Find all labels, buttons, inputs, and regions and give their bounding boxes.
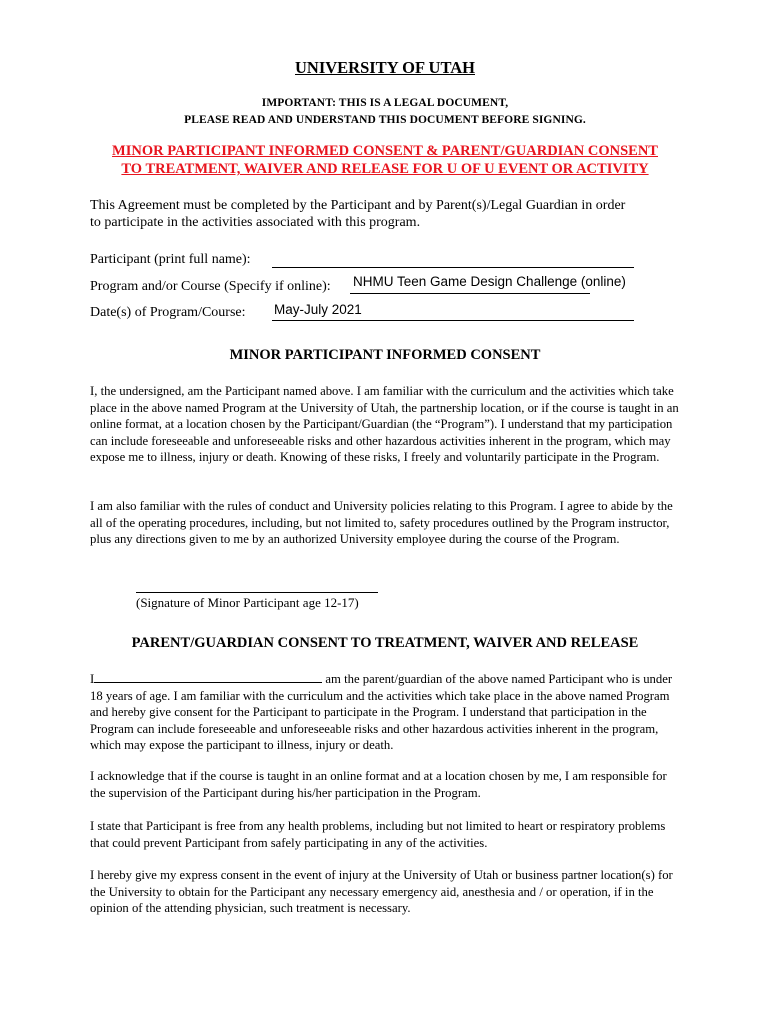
minor-consent-paragraph-2: I am also familiar with the rules of conduct and University policies relating to this Program. I agree to abide by the all of the operating procedures, including, but not limited to, safety procedures outlined by the Program instructor, plus any directions given to me by an authorized University employee during the course of the Program. [90, 499, 673, 546]
guardian-consent-paragraph-2: I acknowledge that if the course is taught in an online format and at a location chosen by me, I am responsible for the supervision of the Participant during his/her participation in the Program. [90, 769, 667, 800]
dates-label: Date(s) of Program/Course: [90, 305, 246, 320]
guardian-paragraph-prefix: I [90, 672, 95, 686]
consent-title-line2: TO TREATMENT, WAIVER AND RELEASE FOR U OF U EVENT OR ACTIVITY [121, 161, 649, 177]
participant-name-label: Participant (print full name): [90, 252, 251, 267]
guardian-consent-paragraph-4: I hereby give my express consent in the event of injury at the University of Utah or business partner location(s) for the University to obtain for the Participant any necessary emergency aid, anesthesia and / or operation, if in the opinion of the attending physician, such treatment is necessary. [90, 868, 673, 915]
program-field[interactable] [350, 293, 590, 294]
important-notice-line2: PLEASE READ AND UNDERSTAND THIS DOCUMENT BEFORE SIGNING. [184, 114, 586, 126]
guardian-paragraph-rest: am the parent/guardian of the above named Participant who is under 18 years of age. I am familiar with the curriculum and the activities which take place in the above named Program and hereby give consent for the Participant to participate in the Program. I understand that participation in the Program can include foreseeable and unforeseeable risks and other hazardous activities inherent in the program, which may expose the participant to illness, injury or death. [90, 672, 673, 752]
guardian-consent-paragraph-3: I state that Participant is free from any health problems, including but not limited to heart or respiratory problems that could prevent Participant from safely participating in any of the activities. [90, 819, 666, 850]
document-title: UNIVERSITY OF UTAH [295, 58, 475, 77]
minor-signature-line[interactable] [136, 592, 378, 593]
guardian-name-field[interactable] [94, 670, 322, 683]
minor-consent-paragraph-1: I, the undersigned, am the Participant named above. I am familiar with the curriculum and the activities which take place in the above named Program at the University of Utah, the partnership location, or if the course is taught in an online format, at a location chosen by the Participant/Guardian (the “Program”). I understand that my participation can include foreseeable and unforeseeable risks and other hazardous activities inherent in the program, which may expose me to illness, injury or death. Knowing of these risks, I freely and voluntarily participate in the Program. [90, 384, 679, 464]
guardian-consent-heading: PARENT/GUARDIAN CONSENT TO TREATMENT, WAIVER AND RELEASE [131, 635, 639, 651]
guardian-consent-paragraph-1 [90, 670, 680, 754]
participant-name-field[interactable] [272, 267, 634, 268]
minor-consent-heading: MINOR PARTICIPANT INFORMED CONSENT [229, 347, 541, 363]
important-notice-line1: IMPORTANT: THIS IS A LEGAL DOCUMENT, [261, 97, 509, 109]
intro-line1: This Agreement must be completed by the Participant and by Parent(s)/Legal Guardian in order [90, 198, 626, 213]
dates-value: May-July 2021 [274, 302, 362, 317]
minor-signature-caption: (Signature of Minor Participant age 12-17) [136, 595, 359, 610]
dates-field[interactable] [272, 320, 634, 321]
intro-line2: to participate in the activities associated with this program. [90, 215, 421, 230]
consent-title-line1: MINOR PARTICIPANT INFORMED CONSENT & PARENT/GUARDIAN CONSENT [112, 143, 658, 159]
program-label: Program and/or Course (Specify if online): [90, 279, 331, 294]
program-value: NHMU Teen Game Design Challenge (online) [353, 274, 626, 289]
